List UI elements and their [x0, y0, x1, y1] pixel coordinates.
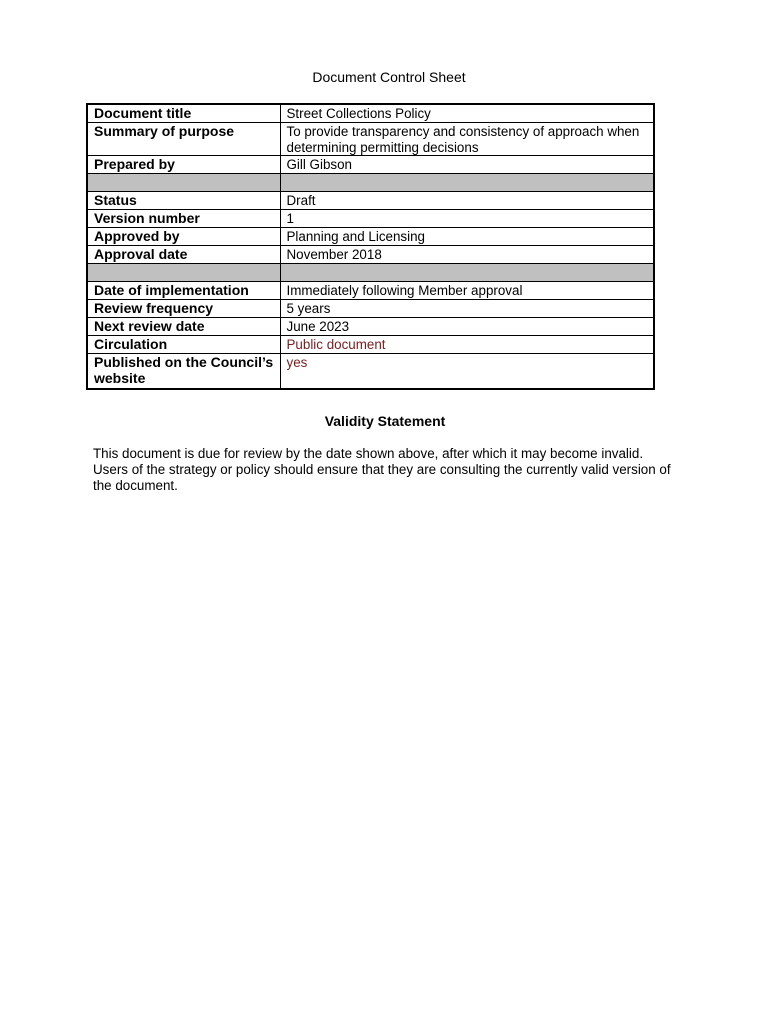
- separator-cell: [87, 174, 280, 192]
- table-row: [87, 156, 654, 174]
- table-row: [87, 300, 654, 318]
- table-row: [87, 228, 654, 246]
- table-row: [87, 123, 654, 156]
- row-value-approved-by: Planning and Licensing: [280, 228, 654, 246]
- separator-row: [87, 174, 654, 192]
- row-value-prepared-by: Gill Gibson: [280, 156, 654, 174]
- row-label-next-review-date: Next review date: [87, 318, 280, 336]
- row-label-version-number: Version number: [87, 210, 280, 228]
- table-row: [87, 210, 654, 228]
- separator-cell: [280, 264, 654, 282]
- table-row: [87, 282, 654, 300]
- table-row: [87, 354, 654, 390]
- row-value-document-title: Street Collections Policy: [280, 104, 654, 123]
- row-label-circulation: Circulation: [87, 336, 280, 354]
- row-value-circulation: Public document: [280, 336, 654, 354]
- row-value-status: Draft: [280, 192, 654, 210]
- row-value-summary-of-purpose: To provide transparency and consistency of approach when determining permitting decisions: [280, 123, 654, 156]
- validity-heading: Validity Statement: [324, 413, 446, 429]
- document-control-table: [86, 103, 655, 390]
- separator-cell: [87, 264, 280, 282]
- table-row: [87, 192, 654, 210]
- row-label-approved-by: Approved by: [87, 228, 280, 246]
- row-label-prepared-by: Prepared by: [87, 156, 280, 174]
- row-label-status: Status: [87, 192, 280, 210]
- table-row: [87, 336, 654, 354]
- page-title: Document Control Sheet: [312, 69, 466, 85]
- validity-text: This document is due for review by the date shown above, after which it may become invalid. Users of the strategy or policy should ensure that they are consulting the currently valid version of the document.: [93, 446, 671, 493]
- row-label-document-title: Document title: [87, 104, 280, 123]
- row-label-review-frequency: Review frequency: [87, 300, 280, 318]
- row-value-version-number: 1: [280, 210, 654, 228]
- table-row: [87, 246, 654, 264]
- row-value-next-review-date: June 2023: [280, 318, 654, 336]
- row-value-review-frequency: 5 years: [280, 300, 654, 318]
- separator-row: [87, 264, 654, 282]
- row-label-published-on-website: Published on the Council’s website: [87, 354, 280, 390]
- table-row: [87, 318, 654, 336]
- table-row: [87, 104, 654, 123]
- row-value-approval-date: November 2018: [280, 246, 654, 264]
- row-value-date-of-implementation: Immediately following Member approval: [280, 282, 654, 300]
- row-label-summary-of-purpose: Summary of purpose: [87, 123, 280, 156]
- separator-cell: [280, 174, 654, 192]
- row-label-approval-date: Approval date: [87, 246, 280, 264]
- row-label-date-of-implementation: Date of implementation: [87, 282, 280, 300]
- row-value-published-on-website: yes: [280, 354, 654, 390]
